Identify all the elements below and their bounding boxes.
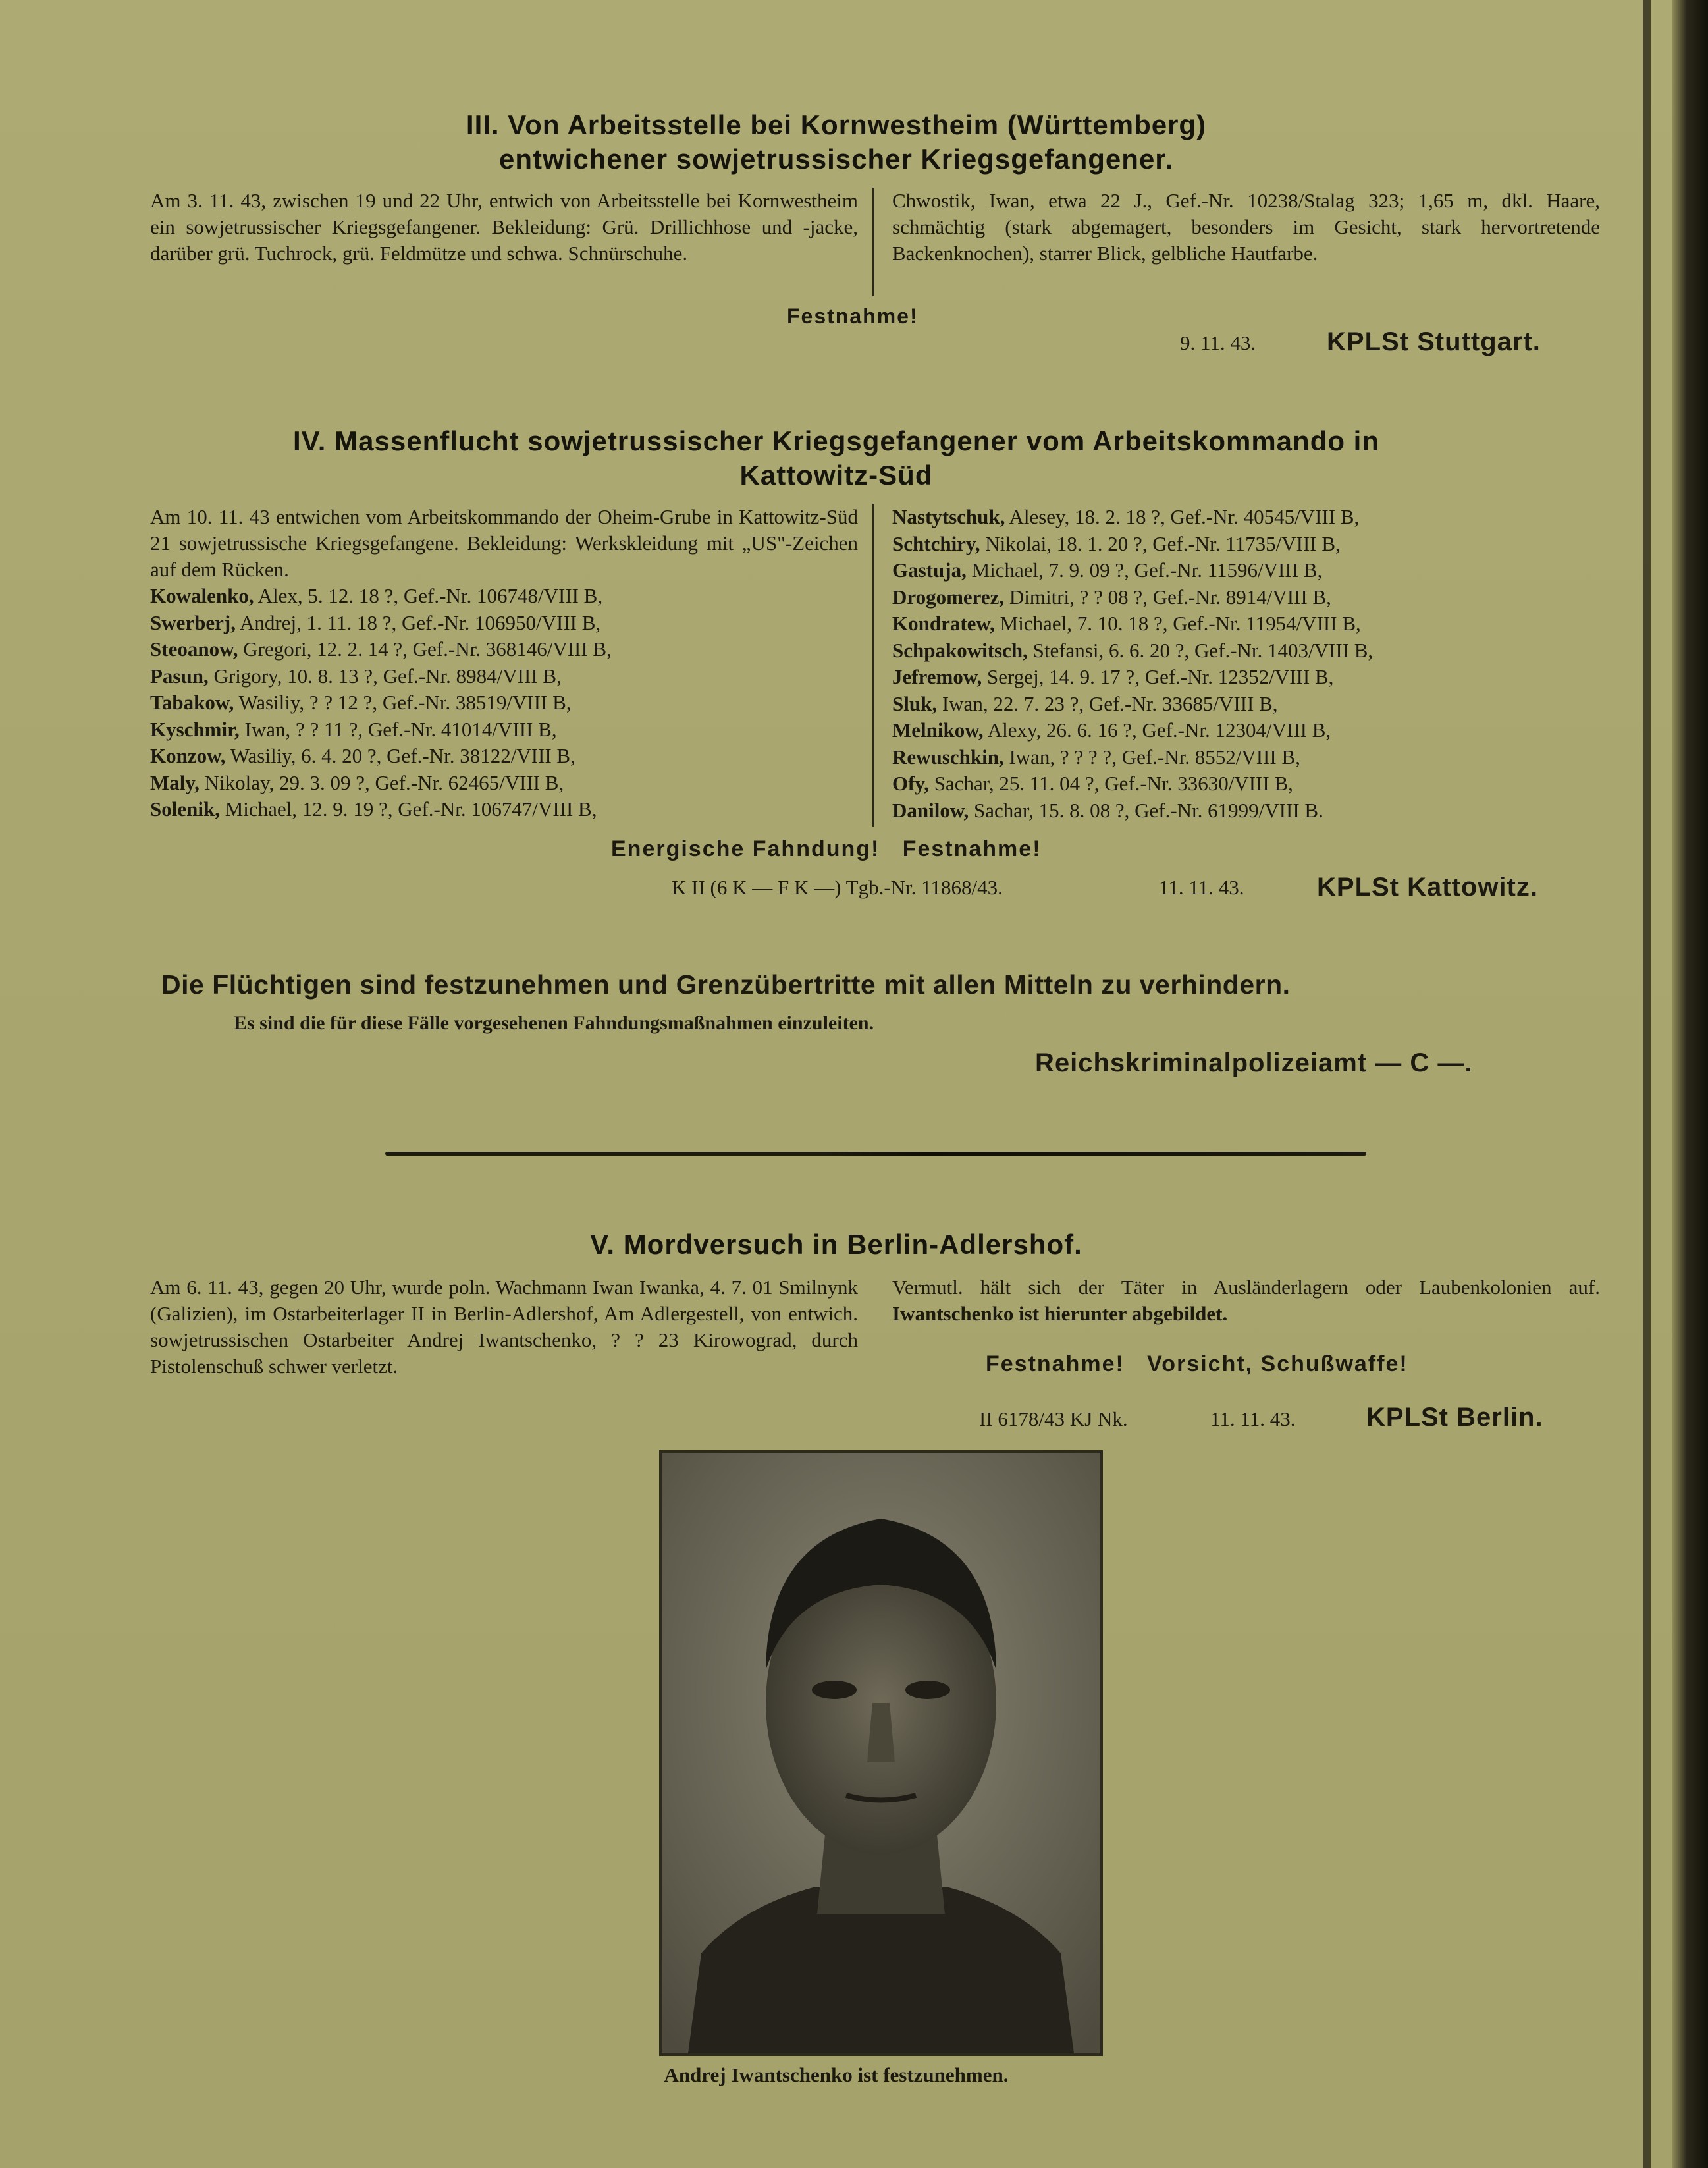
list-item: Tabakow, Wasiliy, ? ? 12 ?, Gef.-Nr. 38519/VIII B, (150, 691, 572, 714)
page-binding-edge (1643, 0, 1651, 2168)
list-item: Rewuschkin, Iwan, ? ? ? ?, Gef.-Nr. 8552/VIII B, (892, 745, 1300, 769)
general-headline: Die Flüchtigen sind festzunehmen und Grenzübertritte mit allen Mitteln zu verhindern. (161, 969, 1291, 1000)
list-item: Kowalenko, Alex, 5. 12. 18 ?, Gef.-Nr. 106748/VIII B, (150, 584, 603, 607)
section3-title-line1: III. Von Arbeitsstelle bei Kornwestheim (Württemberg) (466, 109, 1207, 140)
section3-title-line2: entwichener sowjetrussischer Kriegsgefangener. (498, 144, 1174, 175)
section4-reference: K II (6 K — F K —) Tgb.-Nr. 11868/43. (672, 876, 1003, 899)
list-item: Swerberj, Andrej, 1. 11. 18 ?, Gef.-Nr. 106950/VIII B, (150, 610, 601, 634)
list-item: Kondratew, Michael, 7. 10. 18 ?, Gef.-Nr. 11954/VIII B, (892, 612, 1361, 635)
section5-action: Festnahme! Vorsicht, Schußwaffe! (986, 1351, 1408, 1376)
list-item: Pasun, Grigory, 10. 8. 13 ?, Gef.-Nr. 8984/VIII B, (150, 664, 562, 688)
section4-signature: KPLSt Kattowitz. (1317, 873, 1538, 902)
list-item: Nastytschuk, Alesey, 18. 2. 18 ?, Gef.-Nr. 40545/VIII B, (892, 505, 1360, 528)
suspect-portrait-image (662, 1453, 1100, 2053)
section3-left-text: Am 3. 11. 43, zwischen 19 und 22 Uhr, entwich von Arbeitsstelle bei Kornwestheim ein sowjetrussischer Kriegsgefangener. Bekleidung: Grü. Drillichhose und -jacke, darüber grü. Tuchrock, grü. Feldmütze und schwa. Schnürschuhe. (150, 189, 858, 265)
list-item: Kyschmir, Iwan, ? ? 11 ?, Gef.-Nr. 41014/VIII B, (150, 717, 557, 741)
list-item: Ofy, Sachar, 25. 11. 04 ?, Gef.-Nr. 33630/VIII B, (892, 772, 1293, 795)
section4-column-divider (872, 504, 874, 827)
list-item: Drogomerez, Dimitri, ? ? 08 ?, Gef.-Nr. 8914/VIII B, (892, 585, 1331, 609)
section4-left-list (150, 583, 612, 823)
section4-title-line2: Kattowitz-Süd (739, 460, 933, 491)
suspect-photo (662, 1453, 1100, 2053)
list-item: Konzow, Wasiliy, 6. 4. 20 ?, Gef.-Nr. 38122/VIII B, (150, 744, 575, 767)
list-item: Maly, Nikolay, 29. 3. 09 ?, Gef.-Nr. 62465/VIII B, (150, 771, 564, 794)
section3-right-text: Chwostik, Iwan, etwa 22 J., Gef.-Nr. 10238/Stalag 323; 1,65 m, dkl. Haare, schmächtig (stark abgemagert, besonders im Gesicht, stark hervortretende Backenknochen), starrer Blick, gelbliche Hautfarbe. (892, 189, 1600, 265)
section5-right-text: Vermutl. hält sich der Täter in Ausländerlagern oder Laubenkolonien auf. Iwantschenko ist hierunter abgebildet. (892, 1276, 1600, 1325)
list-item: Gastuja, Michael, 7. 9. 09 ?, Gef.-Nr. 11596/VIII B, (892, 558, 1323, 582)
list-item: Steoanow, Gregori, 12. 2. 14 ?, Gef.-Nr. 368146/VIII B, (150, 637, 612, 661)
general-subline: Es sind die für diese Fälle vorgesehenen Fahndungsmaßnahmen einzuleiten. (234, 1012, 874, 1034)
list-item: Melnikow, Alexy, 26. 6. 16 ?, Gef.-Nr. 12304/VIII B, (892, 718, 1331, 742)
list-item: Schtchiry, Nikolai, 18. 1. 20 ?, Gef.-Nr. 11735/VIII B, (892, 531, 1341, 555)
section4-action: Energische Fahndung! Festnahme! (611, 836, 1042, 861)
section4-right-list (892, 504, 1373, 824)
section-divider-rule (385, 1152, 1366, 1156)
section5-title: V. Mordversuch in Berlin-Adlershof. (590, 1229, 1082, 1260)
page-dark-margin (1672, 0, 1708, 2168)
section5-reference: II 6178/43 KJ Nk. (979, 1407, 1128, 1430)
list-item: Danilow, Sachar, 15. 8. 08 ?, Gef.-Nr. 61999/VIII B. (892, 798, 1323, 822)
section5-left-text: Am 6. 11. 43, gegen 20 Uhr, wurde poln. Wachmann Iwan Iwanka, 4. 7. 01 Smilnynk (Galizien), im Ostarbeiterlager II in Berlin-Adlershof, Am Adlergestell, von entwich. sowjetrussischen Ostarbeiter Andrej Iwantschenko, ? ? 23 Kirowograd, durch Pistolenschuß schwer verletzt. (150, 1276, 858, 1378)
section5-date: 11. 11. 43. (1210, 1407, 1296, 1430)
section4-title-line1: IV. Massenflucht sowjetrussischer Kriegsgefangener vom Arbeitskommando in (292, 425, 1379, 456)
list-item: Schpakowitsch, Stefansi, 6. 6. 20 ?, Gef.-Nr. 1403/VIII B, (892, 638, 1374, 662)
list-item: Jefremow, Sergej, 14. 9. 17 ?, Gef.-Nr. 12352/VIII B, (892, 665, 1334, 688)
section3-action: Festnahme! (787, 304, 919, 328)
general-signature: Reichskriminalpolizeiamt — C —. (1035, 1048, 1473, 1077)
list-item: Sluk, Iwan, 22. 7. 23 ?, Gef.-Nr. 33685/VIII B, (892, 691, 1278, 715)
section5-signature: KPLSt Berlin. (1366, 1403, 1543, 1432)
section3-column-divider (872, 188, 874, 296)
photo-caption: Andrej Iwantschenko ist festzunehmen. (664, 2063, 1009, 2086)
section3-date: 9. 11. 43. (1180, 331, 1256, 354)
list-item: Solenik, Michael, 12. 9. 19 ?, Gef.-Nr. 106747/VIII B, (150, 798, 597, 821)
section4-date: 11. 11. 43. (1159, 876, 1244, 899)
section3-signature: KPLSt Stuttgart. (1327, 327, 1541, 356)
section4-intro: Am 10. 11. 43 entwichen vom Arbeitskommando der Oheim-Grube in Kattowitz-Süd 21 sowjetrussische Kriegsgefangene. Bekleidung: Werkskleidung mit „US"-Zeichen auf dem Rücken. (150, 505, 858, 581)
